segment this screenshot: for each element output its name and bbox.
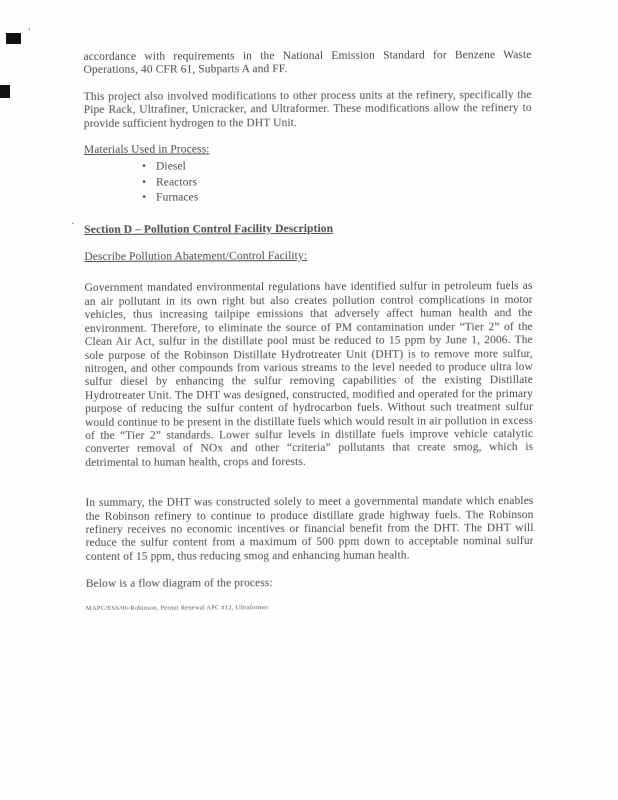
materials-list-item: • Reactors: [156, 175, 532, 190]
describe-facility-heading: Describe Pollution Abatement/Control Facility:: [84, 250, 308, 264]
stray-dot-mark: ·: [71, 219, 75, 231]
pen-tick-mark: ': [28, 27, 31, 39]
materials-list: [84, 159, 532, 205]
materials-list-item: • Furnaces: [156, 190, 532, 205]
paragraph-project-modifications: This project also involved modifications to other process units at the refinery, specifically the Pipe Rack, Ultrafiner, Unicracker, and Ultraformer. These modifications allow the refinery to provide sufficient hydrogen to the DHT Unit.: [83, 88, 532, 130]
paragraph-government-regulations: Government mandated environmental regulations have identified sulfur in petroleum fuels as an air pollutant in its own right but also creates pollution control complications in motor vehicles, thus increasing tailpipe emissions that adversely affect human health and the environment. Therefore, to eliminate the source of PM contamination under “Tier 2” of the Clean Air Act, sulfur in the distillate pool must be reduced to 15 ppm by June 1, 2006. The sole purpose of the Robinson Distillate Hydrotreater Unit (DHT) is to remove more sulfur, nitrogen, and other compounds from various streams to the level needed to produce ultra low sulfur diesel by enhancing the sulfur removing capabilities of the existing Distillate Hydrotreater Unit. The DHT was designed, constructed, modified and operated for the primary purpose of reducing the sulfur content of hydrocarbon fuels. Without such treatment sulfur would continue to be present in the distillate fuels which would result in air pollution in excess of the “Tier 2” standards. Lower sulfur levels in distillate fuels improve vehicle catalytic converter removal of NOx and other “criteria” pollutants that create smog, which is detrimental to human health, crops and forests.: [84, 280, 534, 469]
document-footer-reference: MAPC/ESS/06-Robinson, Permit Renewal APC #12, Ultraformer: [85, 603, 269, 612]
flow-diagram-note: Below is a flow diagram of the process:: [85, 577, 273, 591]
document-body: [83, 49, 533, 621]
paragraph-summary: In summary, the DHT was constructed solely to meet a governmental mandate which enables the Robinson refinery to continue to produce distillate grade highway fuels. The Robinson refinery receives no economic incentives or financial benefit from the DHT. The DHT will reduce the sulfur content from a maximum of 500 ppm down to acceptable nominal sulfur content of 15 ppm, thus reducing smog and enhancing human health.: [85, 495, 534, 563]
section-d-heading: Section D – Pollution Control Facility Description: [84, 222, 334, 236]
materials-used-heading: Materials Used in Process:: [83, 143, 210, 157]
paragraph-benzene-standard: accordance with requirements in the National Emission Standard for Benzene Waste Operations, 40 CFR 61, Subparts A and FF.: [83, 49, 532, 77]
materials-list-item: • Diesel: [156, 159, 532, 174]
